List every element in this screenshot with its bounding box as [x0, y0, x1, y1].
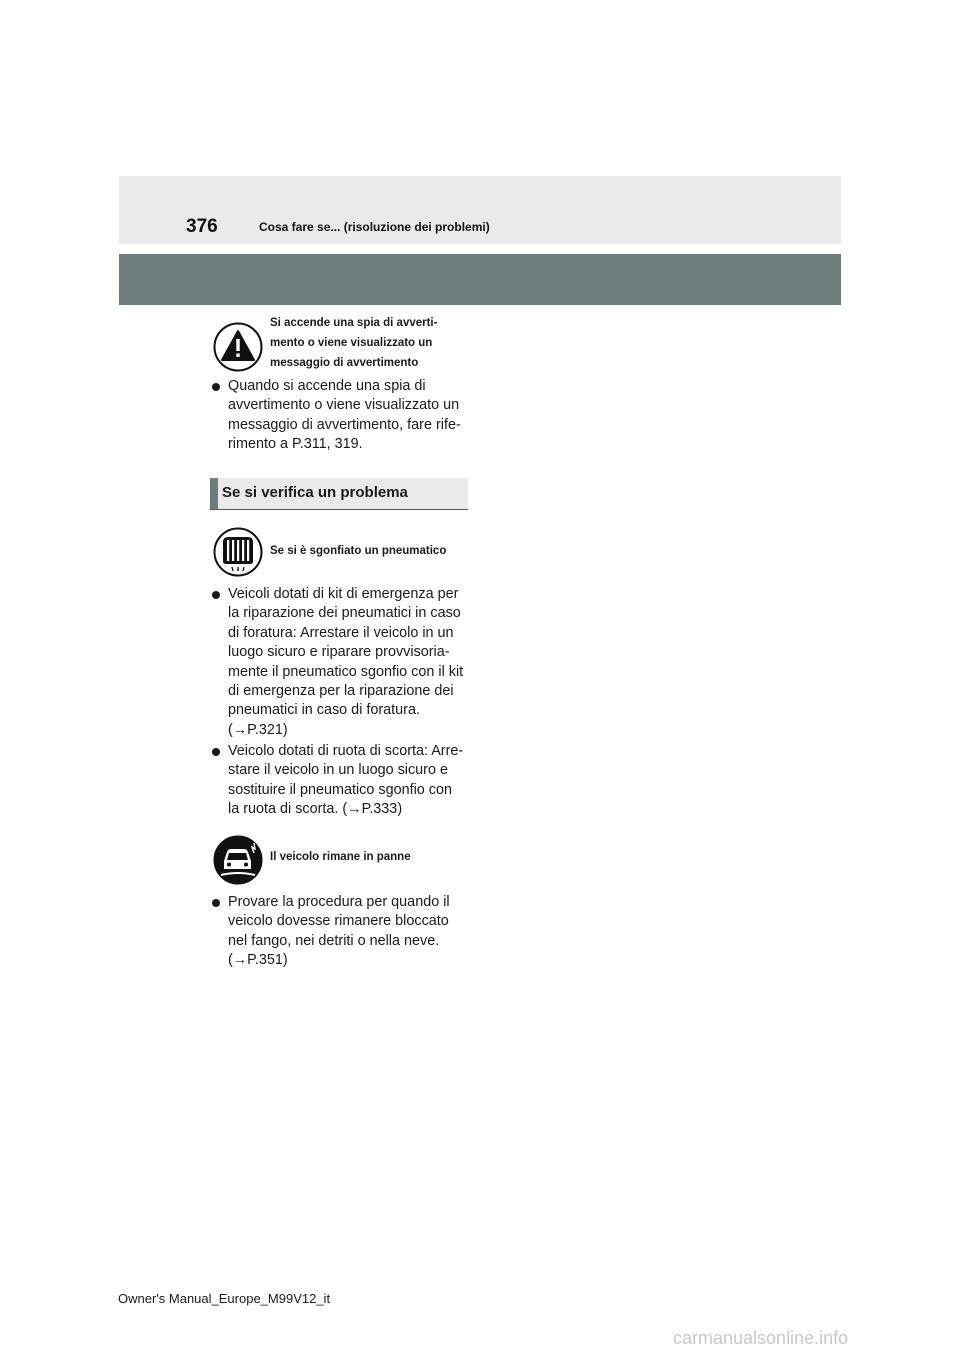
list-item — [212, 377, 472, 455]
page-reference-link[interactable]: la ruota di scorta. (→P.333) — [228, 801, 403, 818]
text-line: Veicoli dotati di kit di emergenza per — [228, 586, 459, 602]
section-heading-accent — [210, 478, 218, 509]
text-line: di emergenza per la riparazione dei — [228, 683, 454, 700]
warning-light-title-line: messaggio di avvertimento — [270, 357, 419, 369]
text-line: nel fango, nei detriti o nella neve. — [228, 932, 440, 949]
flat-tire-block — [213, 527, 473, 577]
text-line: Provare la procedura per quando il — [228, 894, 450, 910]
text-line: Veicolo dotati di ruota di scorta: Arre- — [228, 743, 464, 759]
text-line: sostituire il pneumatico sgonfio con — [228, 781, 452, 798]
list-item-text — [212, 742, 472, 820]
warning-light-block — [213, 317, 473, 372]
text-line: avvertimento o viene visualizzato un — [228, 397, 460, 414]
text-line: di foratura: Arrestare il veicolo in un — [228, 624, 454, 641]
flat-tire-title: Se si è sgonfiato un pneumatico — [270, 545, 447, 557]
text-line: la riparazione dei pneumatici in caso — [228, 605, 461, 622]
text-line: mente il pneumatico sgonfio con il kit — [228, 663, 464, 680]
bullet-dot — [212, 748, 220, 756]
list-item-text — [212, 893, 472, 971]
warning-triangle-icon — [213, 322, 263, 372]
header-gray-bar — [119, 254, 841, 305]
stuck-vehicle-title: Il veicolo rimane in panne — [270, 851, 411, 863]
list-item-text — [212, 585, 472, 740]
warning-light-title-line: mento o viene visualizzato un — [270, 337, 433, 349]
text-line: veicolo dovesse rimanere bloccato — [228, 913, 449, 930]
warning-light-title-line: Si accende una spia di avverti- — [270, 317, 438, 329]
flat-tire-icon — [213, 527, 263, 577]
bullet-dot — [212, 383, 220, 391]
page-reference-link[interactable]: (→P.321) — [228, 721, 288, 738]
watermark-text: carmanualsonline.info — [673, 1328, 849, 1348]
text-line: stare il veicolo in un luogo sicuro e — [228, 762, 448, 779]
list-item — [212, 893, 472, 971]
page-number: 376 — [186, 216, 218, 237]
bullet-dot — [212, 591, 220, 599]
bullet-dot — [212, 899, 220, 907]
text-line: rimento a P.311, 319. — [228, 436, 363, 453]
text-line: pneumatici in caso di foratura. — [228, 702, 420, 719]
list-item — [212, 742, 472, 820]
chapter-title: Cosa fare se... (risoluzione dei problemi) — [259, 220, 490, 234]
stuck-vehicle-block — [213, 835, 473, 885]
text-line: messaggio di avvertimento, fare rife- — [228, 416, 461, 433]
list-item-text — [212, 377, 472, 455]
section-heading-title: Se si verifica un problema — [222, 484, 408, 501]
stuck-car-icon — [213, 835, 263, 885]
footer-text: Owner's Manual_Europe_M99V12_it — [118, 1291, 331, 1306]
page-reference-link[interactable]: (→P.351) — [228, 952, 288, 969]
text-line: Quando si accende una spia di — [228, 378, 426, 394]
text-line: luogo sicuro e riparare provvisoria- — [228, 644, 450, 661]
section-heading — [210, 478, 468, 510]
list-item — [212, 585, 472, 740]
warning-light-title — [270, 313, 437, 373]
